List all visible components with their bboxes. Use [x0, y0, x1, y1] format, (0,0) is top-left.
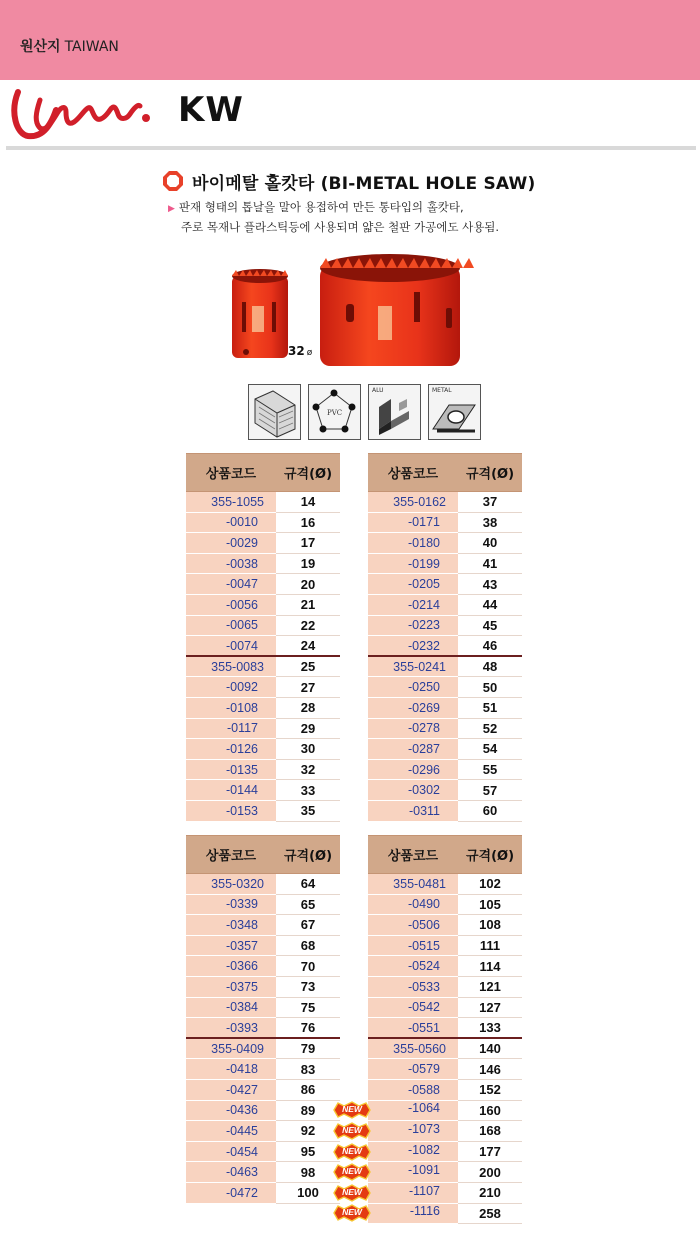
product-code: -0472	[186, 1182, 276, 1203]
size-value: 89	[276, 1100, 340, 1121]
size-value: 140	[458, 1038, 522, 1059]
column-header-code: 상품코드	[186, 454, 276, 492]
desc-line-2: 주로 목재나 플라스틱등에 사용되며 얇은 철판 가공에도 사용됨.	[181, 220, 500, 234]
bullet-arrow-icon: ▶	[168, 204, 175, 214]
table-row	[186, 615, 340, 636]
table-row	[368, 935, 522, 956]
new-badge	[332, 1122, 372, 1140]
size-value: 76	[276, 1018, 340, 1039]
size-value: 19	[276, 553, 340, 574]
size-value: 44	[458, 594, 522, 615]
origin-value: TAIWAN	[64, 39, 119, 55]
product-code: NEW -1107	[368, 1182, 458, 1203]
table-row	[186, 1141, 340, 1162]
product-code: 355-0083	[186, 656, 276, 677]
table-row	[368, 976, 522, 997]
wood-icon	[248, 384, 301, 440]
table-row	[186, 739, 340, 760]
size-value: 27	[276, 677, 340, 698]
new-badge-label: NEW	[342, 1104, 362, 1115]
new-badge	[332, 1184, 372, 1202]
size-value: 75	[276, 997, 340, 1018]
table-row	[368, 1141, 522, 1162]
product-code: -0427	[186, 1079, 276, 1100]
size-value: 38	[458, 512, 522, 533]
table-row	[186, 718, 340, 739]
table-row	[368, 915, 522, 936]
table-row	[186, 1100, 340, 1121]
table-row	[186, 874, 340, 895]
size-value: 54	[458, 739, 522, 760]
column-header-code: 상품코드	[186, 836, 276, 874]
product-code: -0357	[186, 935, 276, 956]
pvc-caption: PVC	[327, 409, 343, 417]
table-row	[368, 894, 522, 915]
product-code: NEW -1064	[368, 1100, 458, 1121]
product-code: 355-0162	[368, 492, 458, 513]
size-value: 60	[458, 800, 522, 821]
product-code: -0463	[186, 1162, 276, 1183]
product-code: -0436	[186, 1100, 276, 1121]
product-code: -0153	[186, 800, 276, 821]
new-badge	[332, 1143, 372, 1161]
table-row	[368, 1203, 522, 1224]
product-title: 바이메탈 홀캇타 (BI-METAL HOLE SAW)	[192, 173, 536, 194]
table-row	[186, 1059, 340, 1080]
size-value: 65	[276, 894, 340, 915]
product-code: -0533	[368, 976, 458, 997]
product-code: 355-0560	[368, 1038, 458, 1059]
new-badge-label: NEW	[342, 1145, 362, 1156]
table-row	[186, 512, 340, 533]
divider	[6, 146, 696, 150]
size-value: 50	[458, 677, 522, 698]
size-value: 43	[458, 574, 522, 595]
product-code: -0232	[368, 636, 458, 657]
product-code: 355-0409	[186, 1038, 276, 1059]
new-badge-label: NEW	[342, 1186, 362, 1197]
table-row	[368, 636, 522, 657]
product-code: 355-1055	[186, 492, 276, 513]
product-code: -0490	[368, 894, 458, 915]
size-value: 152	[458, 1079, 522, 1100]
top-banner	[0, 0, 700, 80]
table-row	[368, 697, 522, 718]
table-row	[186, 492, 340, 513]
product-code: -0171	[368, 512, 458, 533]
size-value: 37	[458, 492, 522, 513]
table-row	[186, 1038, 340, 1059]
new-badge-label: NEW	[342, 1207, 362, 1218]
product-code: -0588	[368, 1079, 458, 1100]
size-value: 29	[276, 718, 340, 739]
product-code: -0065	[186, 615, 276, 636]
size-value: 32	[276, 759, 340, 780]
size-value: 48	[458, 656, 522, 677]
product-code: -0524	[368, 956, 458, 977]
size-value: 24	[276, 636, 340, 657]
table-row	[368, 1018, 522, 1039]
size-value: 35	[276, 800, 340, 821]
table-row	[186, 1079, 340, 1100]
table-row	[186, 1018, 340, 1039]
size-value: 41	[458, 553, 522, 574]
size-value: 79	[276, 1038, 340, 1059]
table-row	[368, 997, 522, 1018]
product-code: -0366	[186, 956, 276, 977]
product-code: -0348	[186, 915, 276, 936]
table-row	[186, 915, 340, 936]
diameter-value: 32	[288, 344, 305, 358]
table-row	[368, 1121, 522, 1142]
desc-line-1: 판재 형태의 톱날을 말아 용접하여 만든 통타입의 홀캇타,	[178, 200, 464, 214]
product-code: -0551	[368, 1018, 458, 1039]
product-code: 355-0241	[368, 656, 458, 677]
size-value: 105	[458, 894, 522, 915]
size-value: 108	[458, 915, 522, 936]
product-code: -0074	[186, 636, 276, 657]
table-row	[368, 956, 522, 977]
new-badge-label: NEW	[342, 1166, 362, 1177]
product-code: NEW -1073	[368, 1121, 458, 1142]
product-code: -0269	[368, 697, 458, 718]
table-row	[368, 553, 522, 574]
table-row	[186, 800, 340, 821]
table-row	[368, 492, 522, 513]
size-value: 102	[458, 874, 522, 895]
product-code: -0199	[368, 553, 458, 574]
size-value: 258	[458, 1203, 522, 1224]
product-code: -0223	[368, 615, 458, 636]
table-row	[186, 759, 340, 780]
table-row	[368, 1182, 522, 1203]
size-value: 133	[458, 1018, 522, 1039]
size-value: 73	[276, 976, 340, 997]
table-row	[368, 594, 522, 615]
table-row	[186, 574, 340, 595]
table-row	[368, 759, 522, 780]
table-row	[186, 997, 340, 1018]
table-row	[368, 533, 522, 554]
new-badge	[332, 1204, 372, 1222]
table-row	[368, 656, 522, 677]
hole-saw-image	[228, 252, 498, 372]
size-value: 70	[276, 956, 340, 977]
table-row	[368, 1059, 522, 1080]
spec-table-1	[186, 453, 340, 822]
size-value: 111	[458, 935, 522, 956]
table-row	[368, 800, 522, 821]
product-code: -0454	[186, 1141, 276, 1162]
size-value: 177	[458, 1141, 522, 1162]
product-code: -0117	[186, 718, 276, 739]
product-description	[168, 198, 499, 236]
product-code: -0205	[368, 574, 458, 595]
table-row	[186, 697, 340, 718]
product-code: -0092	[186, 677, 276, 698]
size-value: 46	[458, 636, 522, 657]
size-value: 45	[458, 615, 522, 636]
product-code: -0311	[368, 800, 458, 821]
table-row	[186, 636, 340, 657]
table-row	[186, 677, 340, 698]
size-value: 51	[458, 697, 522, 718]
column-header-size: 규격(Ø)	[458, 836, 522, 874]
size-value: 20	[276, 574, 340, 595]
material-icons	[248, 384, 481, 440]
product-code: -0029	[186, 533, 276, 554]
product-code: -0296	[368, 759, 458, 780]
table-row	[186, 976, 340, 997]
table-row	[368, 718, 522, 739]
size-value: 40	[458, 533, 522, 554]
size-value: 160	[458, 1100, 522, 1121]
table-row	[368, 574, 522, 595]
product-code: -0506	[368, 915, 458, 936]
size-value: 121	[458, 976, 522, 997]
product-code: -0302	[368, 780, 458, 801]
new-badge	[332, 1163, 372, 1181]
size-value: 168	[458, 1121, 522, 1142]
size-value: 22	[276, 615, 340, 636]
size-value: 200	[458, 1162, 522, 1183]
product-code: -0038	[186, 553, 276, 574]
table-row	[186, 894, 340, 915]
table-row	[368, 874, 522, 895]
product-code: NEW -1116	[368, 1203, 458, 1224]
product-code: 355-0320	[186, 874, 276, 895]
table-row	[368, 739, 522, 760]
size-value: 210	[458, 1182, 522, 1203]
product-code: -0375	[186, 976, 276, 997]
product-code: -0144	[186, 780, 276, 801]
size-value: 33	[276, 780, 340, 801]
new-badge-label: NEW	[342, 1124, 362, 1135]
product-code: NEW -1082	[368, 1141, 458, 1162]
metal-caption: METAL	[432, 387, 452, 394]
size-value: 14	[276, 492, 340, 513]
table-row	[186, 656, 340, 677]
table-row	[368, 1079, 522, 1100]
brand-row	[0, 80, 700, 146]
table-row	[186, 533, 340, 554]
product-code: -0515	[368, 935, 458, 956]
column-header-size: 규격(Ø)	[458, 454, 522, 492]
table-row	[186, 1182, 340, 1203]
table-row	[186, 1121, 340, 1142]
column-header-size: 규격(Ø)	[276, 454, 340, 492]
product-code: -0579	[368, 1059, 458, 1080]
diameter-label	[288, 344, 312, 358]
size-value: 114	[458, 956, 522, 977]
pvc-icon	[308, 384, 361, 440]
size-value: 127	[458, 997, 522, 1018]
product-code: -0214	[368, 594, 458, 615]
size-value: 28	[276, 697, 340, 718]
product-heading	[162, 168, 535, 194]
size-value: 92	[276, 1121, 340, 1142]
size-value: 21	[276, 594, 340, 615]
size-value: 16	[276, 512, 340, 533]
column-header-size: 규격(Ø)	[276, 836, 340, 874]
product-code: -0108	[186, 697, 276, 718]
column-header-code: 상품코드	[368, 836, 458, 874]
size-value: 68	[276, 935, 340, 956]
brand-name: KW	[178, 90, 244, 130]
size-value: 30	[276, 739, 340, 760]
product-code: -0010	[186, 512, 276, 533]
product-code: -0418	[186, 1059, 276, 1080]
column-header-code: 상품코드	[368, 454, 458, 492]
product-code: 355-0481	[368, 874, 458, 895]
new-badge	[332, 1101, 372, 1119]
product-code: -0180	[368, 533, 458, 554]
product-code: -0339	[186, 894, 276, 915]
size-value: 17	[276, 533, 340, 554]
size-value: 55	[458, 759, 522, 780]
kw-logo	[6, 82, 156, 144]
spec-table-4	[342, 835, 522, 1224]
size-value: 86	[276, 1079, 340, 1100]
size-value: 67	[276, 915, 340, 936]
table-row	[368, 780, 522, 801]
alu-icon	[368, 384, 421, 440]
metal-icon	[428, 384, 481, 440]
product-code: -0384	[186, 997, 276, 1018]
product-code: -0056	[186, 594, 276, 615]
origin-line	[20, 36, 119, 56]
table-row	[186, 956, 340, 977]
table-row	[186, 780, 340, 801]
product-code: -0445	[186, 1121, 276, 1142]
origin-label: 원산지	[20, 39, 61, 55]
size-value: 83	[276, 1059, 340, 1080]
product-code: -0542	[368, 997, 458, 1018]
product-code: -0250	[368, 677, 458, 698]
table-row	[186, 594, 340, 615]
table-row	[186, 553, 340, 574]
size-value: 57	[458, 780, 522, 801]
octagon-icon	[162, 170, 184, 192]
size-value: 146	[458, 1059, 522, 1080]
table-row	[368, 677, 522, 698]
size-value: 52	[458, 718, 522, 739]
table-row	[368, 1100, 522, 1121]
product-code: -0278	[368, 718, 458, 739]
table-row	[368, 1162, 522, 1183]
size-value: 98	[276, 1162, 340, 1183]
size-value: 25	[276, 656, 340, 677]
product-code: -0393	[186, 1018, 276, 1039]
size-value: 64	[276, 874, 340, 895]
product-code: NEW -1091	[368, 1162, 458, 1183]
table-row	[186, 1162, 340, 1183]
size-value: 95	[276, 1141, 340, 1162]
size-value: 100	[276, 1182, 340, 1203]
spec-table-2	[368, 453, 522, 822]
table-row	[368, 615, 522, 636]
product-code: -0135	[186, 759, 276, 780]
product-code: -0126	[186, 739, 276, 760]
product-code: -0047	[186, 574, 276, 595]
table-row	[186, 935, 340, 956]
product-code: -0287	[368, 739, 458, 760]
table-row	[368, 1038, 522, 1059]
alu-caption: ALU	[372, 387, 384, 394]
diameter-unit: ø	[306, 348, 313, 358]
table-row	[368, 512, 522, 533]
spec-table-3	[186, 835, 340, 1204]
